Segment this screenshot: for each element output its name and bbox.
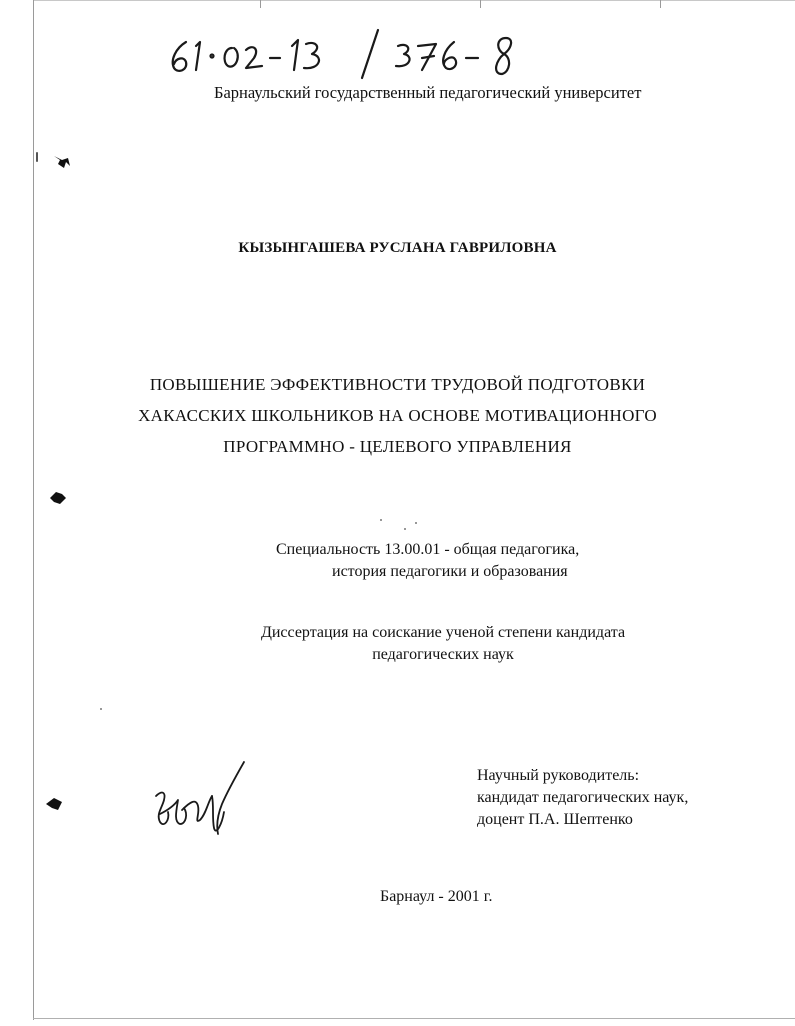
scan-tick xyxy=(260,0,261,8)
scan-edge-top xyxy=(33,0,795,1)
degree-statement-line: Диссертация на соискание ученой степени кандидата xyxy=(260,624,626,641)
city-and-year: Барнаул - 2001 г. xyxy=(380,888,493,905)
handwritten-number-drawing xyxy=(166,28,536,80)
handwritten-registration-number xyxy=(166,28,536,80)
scan-edge-left xyxy=(33,0,34,1020)
punch-mark-icon xyxy=(52,154,72,170)
scan-tick xyxy=(660,0,661,8)
dissertation-title-line: ПОВЫШЕНИЕ ЭФФЕКТИВНОСТИ ТРУДОВОЙ ПОДГОТОВКИ xyxy=(149,375,646,394)
dissertation-title-line: ПРОГРАММНО - ЦЕЛЕВОГО УПРАВЛЕНИЯ xyxy=(223,437,572,456)
scan-tick xyxy=(480,0,481,8)
scan-speck xyxy=(404,528,406,530)
degree-statement-line: педагогических наук xyxy=(372,646,514,663)
scan-speck xyxy=(36,152,38,162)
punch-mark-icon xyxy=(48,490,68,506)
specialty-line: история педагогики и образования xyxy=(332,563,568,580)
supervisor-heading: Научный руководитель: xyxy=(477,767,640,784)
dissertation-title-line: ХАКАССКИХ ШКОЛЬНИКОВ НА ОСНОВЕ МОТИВАЦИОННОГО xyxy=(138,406,657,425)
scan-speck xyxy=(100,708,102,710)
author-name: КЫЗЫНГАШЕВА РУСЛАНА ГАВРИЛОВНА xyxy=(238,240,557,256)
university-name: Барнаульский государственный педагогический университет xyxy=(214,83,642,102)
scan-edge-bottom xyxy=(33,1018,795,1019)
supervisor-name: доцент П.А. Шептенко xyxy=(477,811,633,828)
specialty-line: Специальность 13.00.01 - общая педагогика, xyxy=(276,541,580,558)
supervisor-degree: кандидат педагогических наук, xyxy=(477,789,689,806)
handwritten-signature xyxy=(152,756,252,842)
scan-speck xyxy=(415,522,417,524)
scan-speck xyxy=(380,519,382,521)
punch-mark-icon xyxy=(44,796,64,812)
